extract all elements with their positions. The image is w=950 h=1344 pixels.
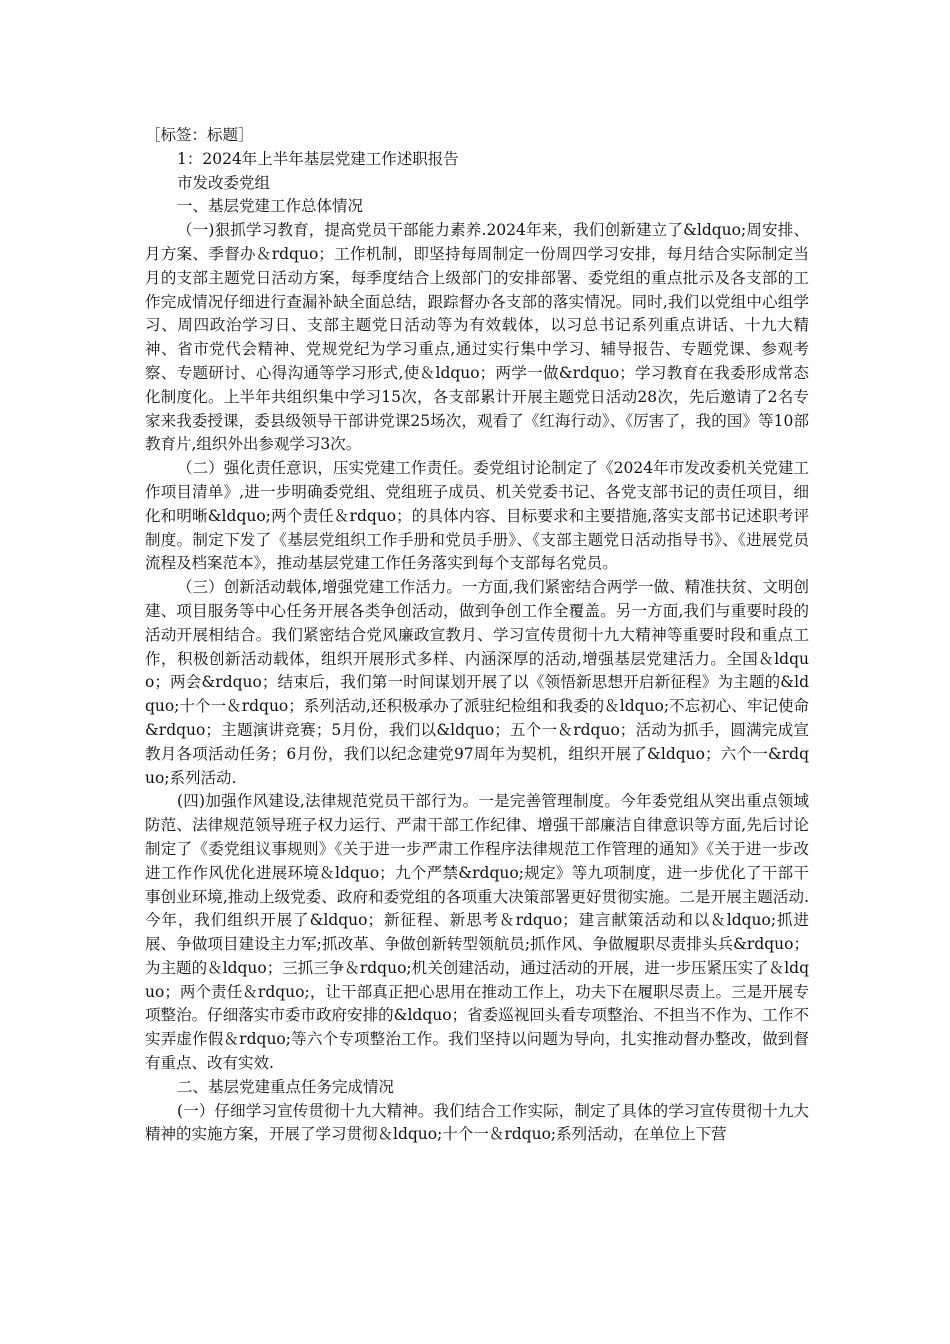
paragraph-1: （一)狠抓学习教育，提高党员干部能力素养.2024年来，我们创新建立了&ldquo;周安排、月方案、季督办＆rdquo；工作机制，即坚持每周制定一份周四学习安排，每月结合实际制定当月的支部主题党日活动方案，每季度结合上级部门的安排部署、委党组的重点批示及各支部的工作完成情况仔细进行查漏补缺全面总结，跟踪督办各支部的落实情况。同时,我们以党组中心组学习、周四政治学习日、支部主题党日活动等为有效载体，以习总书记系列重点讲话、十九大精神、省市党代会精神、党规党纪为学习重点,通过实行集中学习、辅导报告、专题党课、参观考察、专题研讨、心得沟通等学习形式,使＆ldquo；两学一做&rdquo；学习教育在我委形成常态化制度化。上半年共组织集中学习15次，各支部累计开展主题党日活动28次，先后邀请了2名专家来我委授课，委县级领导干部讲党课25场次，观看了《红海行动》、《厉害了，我的国》等10部教育片,组织外出参观学习3次。 bbox=[145, 221, 809, 454]
report-title: 1：2024年上半年基层党建工作述职报告 bbox=[177, 149, 459, 168]
section-heading-1: 一、基层党建工作总体情况 bbox=[177, 197, 364, 216]
paragraph-4: (四)加强作风建设,法律规范党员干部行为。一是完善管理制度。今年委党组从突出重点领域防范、法律规范领导班子权力运行、严肃干部工作纪律、增强干部廉洁自律意识等方面,先后讨论制定了《委党组议事规则》《关于进一步严肃工作程序法律规范工作管理的通知》《关于进一步改进工作作风优化进展环境＆ldquo；九个严禁&rdquo;规定》等九项制度，进一步优化了干部干事创业环境,推动上级党委、政府和委党组的各项重大决策部署更好贯彻实施。二是开展主题活动.今年，我们组织开展了&ldquo；新征程、新思考＆rdquo；建言献策活动和以＆ldquo;抓进展、争做项目建设主力军;抓改革、争做创新转型领航员;抓作风、争做履职尽责排头兵&rdquo；为主题的＆ldquo；三抓三争＆rdquo;机关创建活动，通过活动的开展，进一步压紧压实了＆ldquo；两个责任＆rdquo;，让干部真正把心思用在推动工作上，功夫下在履职尽责上。三是开展专项整治。仔细落实市委市政府安排的&ldquo；省委巡视回头看专项整治、不担当不作为、工作不实弄虚作假＆rdquo;等六个专项整治工作。我们坚持以问题为导向，扎实推动督办整改，做到督有重点、改有实效. bbox=[145, 792, 809, 1073]
tag-line: ［标签：标题］ bbox=[145, 126, 254, 144]
organization-name: 市发改委党组 bbox=[177, 173, 271, 192]
paragraph-3: （三）创新活动载体,增强党建工作活力。一方面,我们紧密结合两学一做、精准扶贫、文明创建、项目服务等中心任务开展各类争创活动，做到争创工作全覆盖。另一方面,我们与重要时段的活动开展相结合。我们紧密结合党风廉政宣教月、学习宣传贯彻十九大精神等重要时段和重点工作，积极创新活动载体，组织开展形式多样、内涵深厚的活动,增强基层党建活力。全国＆ldquo；两会&rdquo；结束后，我们第一时间谋划开展了以《领悟新思想开启新征程》为主题的&ldquo;十个一＆rdquo；系列活动,还积极承办了派驻纪检组和我委的＆ldquo;不忘初心、牢记使命&rdquo；主题演讲竞赛；5月份，我们以&ldquo；五个一＆rdquo；活动为抓手，圆满完成宣教月各项活动任务；6月份，我们以纪念建党97周年为契机，组织开展了&ldquo；六个一&rdquo;系列活动. bbox=[145, 578, 809, 787]
paragraph-2: （二）强化责任意识，压实党建工作责任。委党组讨论制定了《2024年市发改委机关党建工作项目清单》,进一步明确委党组、党组班子成员、机关党委书记、各党支部书记的责任项目，细化和明晰&ldquo;两个责任＆rdquo；的具体内容、目标要求和主要措施,落实支部书记述职考评制度。制定下发了《基层党组织工作手册和党员手册》、《支部主题党日活动指导书》、《进展党员流程及档案范本》，推动基层党建工作任务落实到每个支部每名党员。 bbox=[145, 459, 809, 573]
document-page bbox=[145, 124, 809, 1147]
section-heading-2: 二、基层党建重点任务完成情况 bbox=[177, 1077, 395, 1096]
paragraph-5: (一）仔细学习宣传贯彻十九大精神。我们结合工作实际，制定了具体的学习宣传贯彻十九大精神的实施方案，开展了学习贯彻＆ldquo;十个一＆rdquo;系列活动，在单位上下营 bbox=[145, 1101, 809, 1144]
